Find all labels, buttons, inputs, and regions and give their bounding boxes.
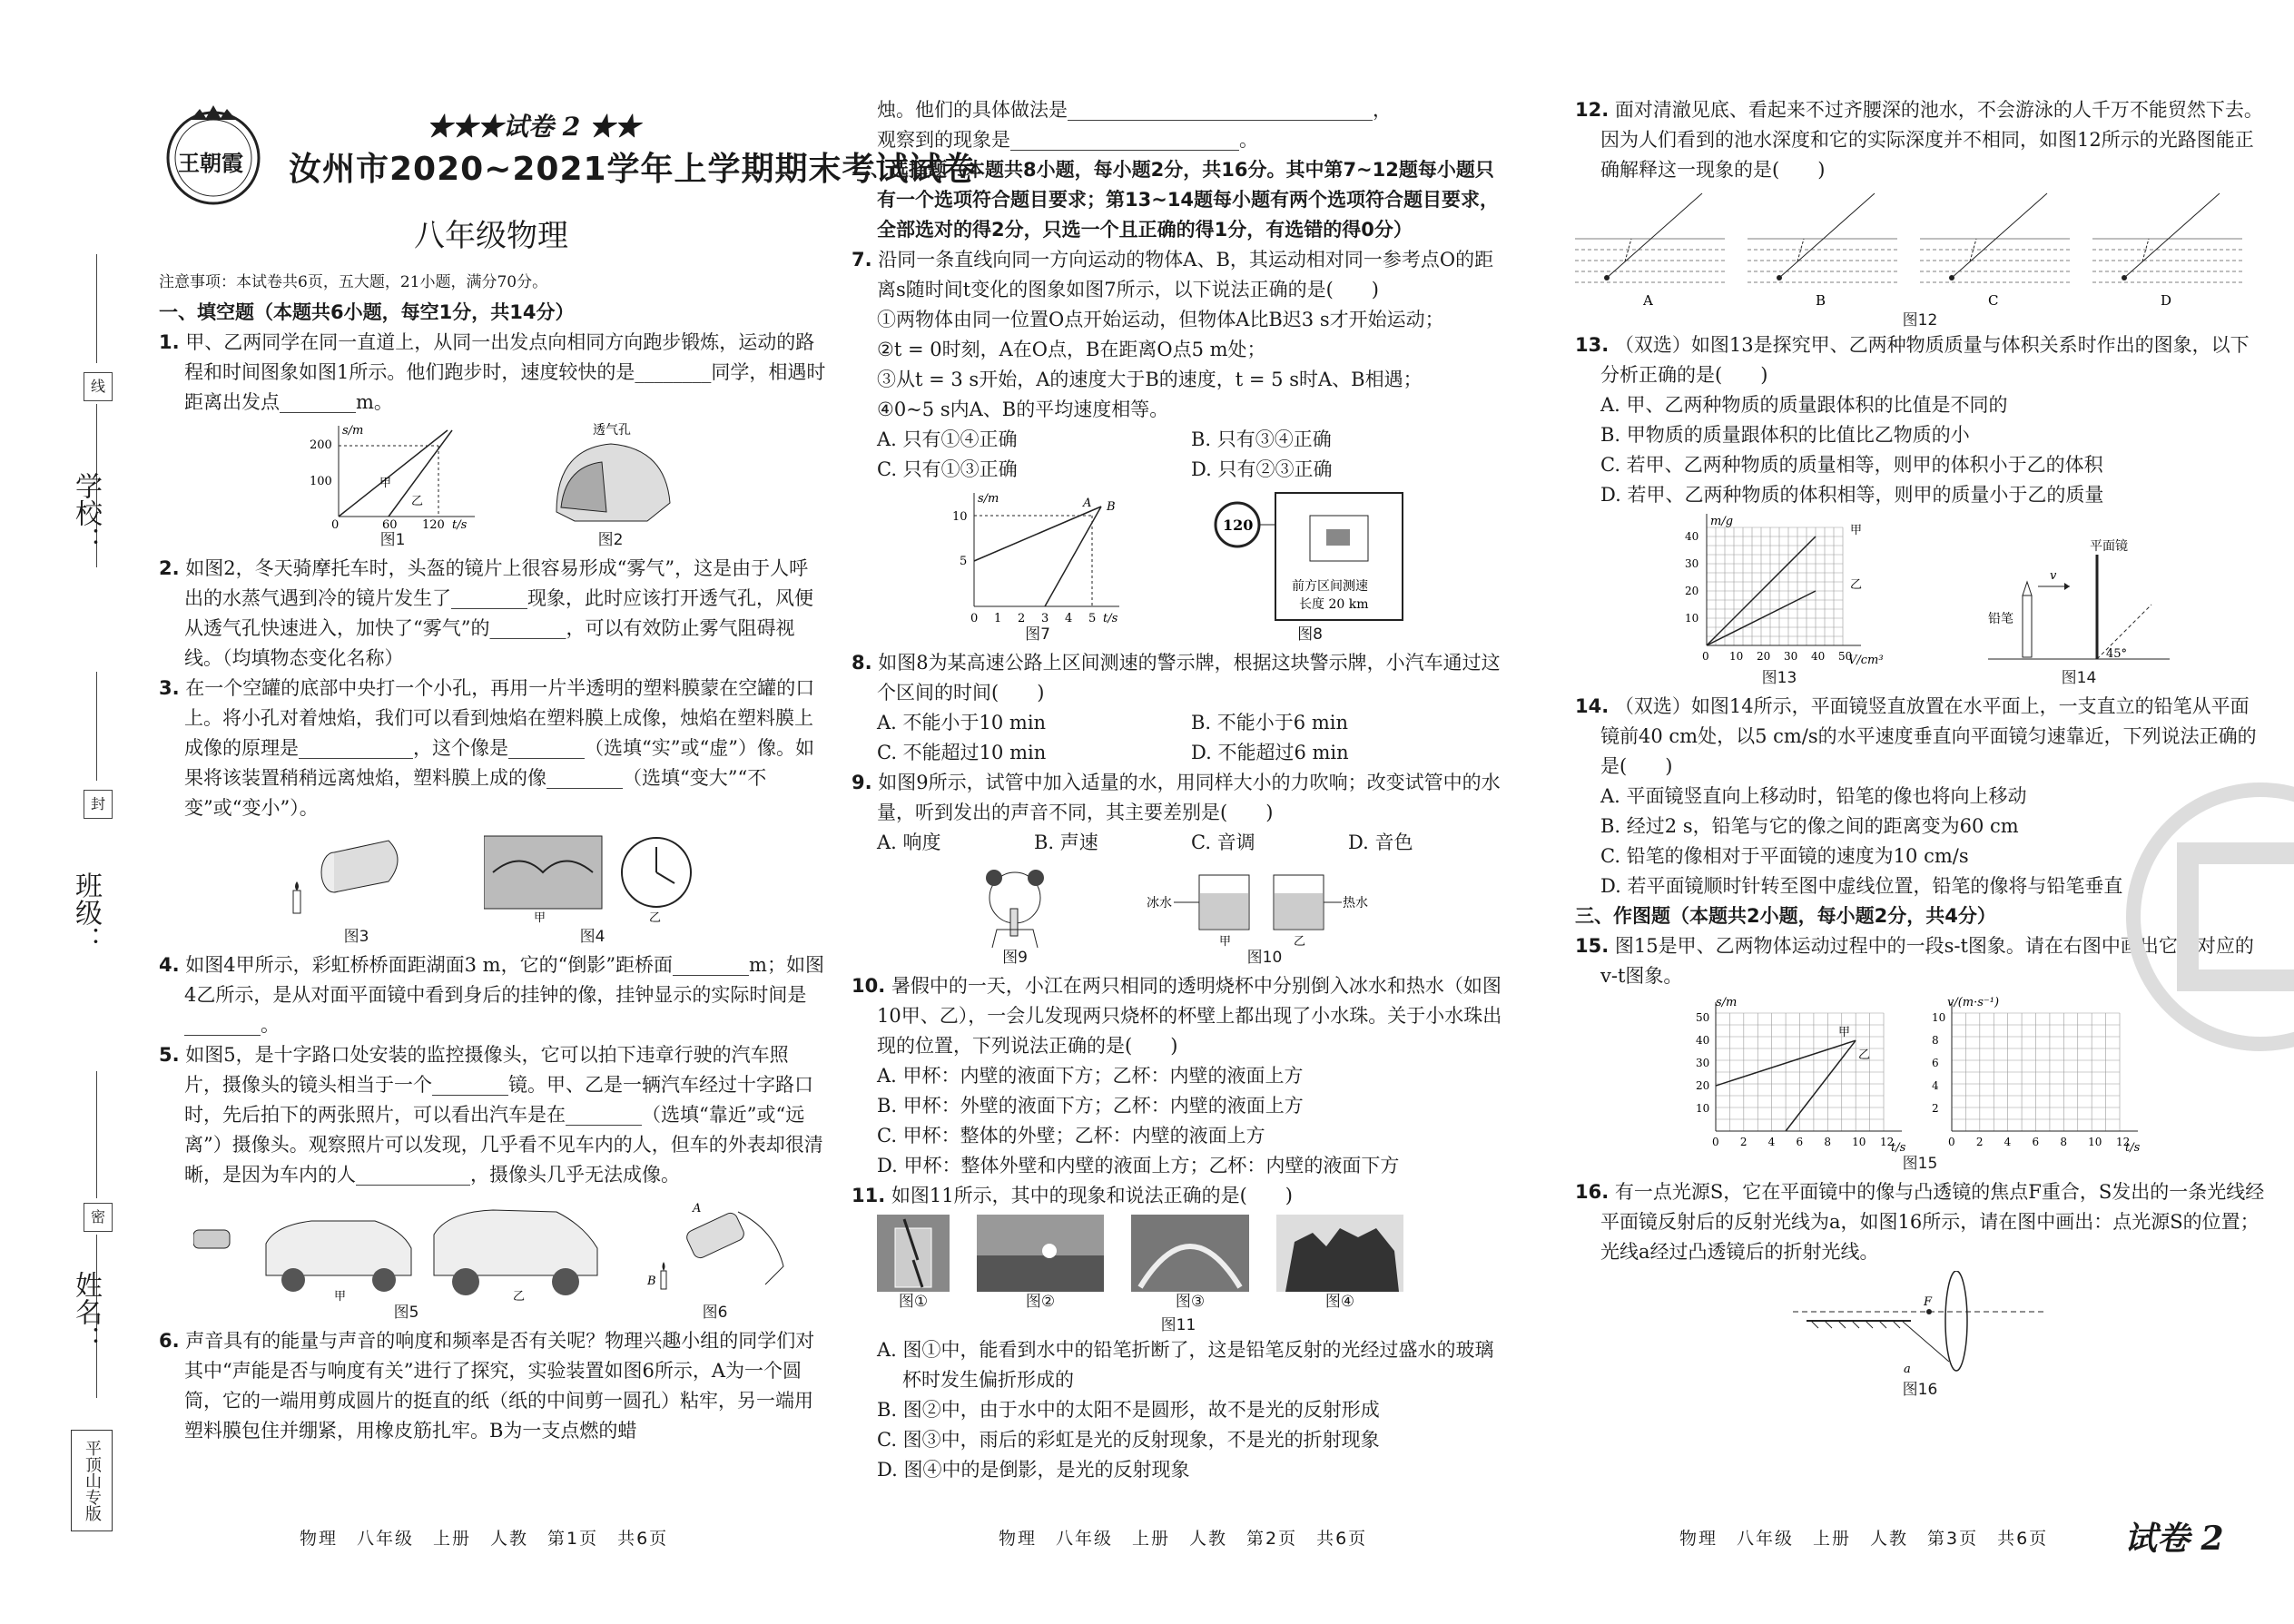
- option-d[interactable]: D. 音色: [1348, 832, 1413, 853]
- fig1-caption: 图1: [379, 531, 406, 549]
- fig13-s1-label: 甲: [1850, 524, 1863, 537]
- figure-row-5-6: [159, 1194, 826, 1323]
- fig1-s2: 乙: [410, 495, 423, 508]
- fig1-ytick: 100: [309, 475, 332, 488]
- option-b[interactable]: B. 图②中，由于水中的太阳不是圆形，故不是光的反射形成: [877, 1399, 1380, 1421]
- column-1: [159, 268, 826, 1446]
- subject-title: 八年级物理: [414, 218, 568, 254]
- q8-options: [852, 708, 1505, 768]
- fig11-sub: 图②: [1025, 1293, 1056, 1311]
- q6-continued-2: 观察到的现象是________________________。: [877, 129, 1258, 151]
- q7-options: [852, 425, 1505, 485]
- fig7-ytick: 10: [952, 510, 968, 524]
- girl-blowing-tube-icon: [974, 861, 1056, 948]
- q7-item: ④0~5 s内A、B的平均速度相等。: [877, 399, 1169, 420]
- fig7-xtick: 4: [1065, 612, 1073, 625]
- fig1-xtick: 0: [330, 518, 339, 530]
- fig9-caption: 图9: [1002, 949, 1028, 967]
- fig11-caption: 图11: [1160, 1316, 1196, 1334]
- option-c[interactable]: C. 甲杯：整体的外壁；乙杯：内壁的液面上方: [877, 1125, 1265, 1147]
- fig4-a: 甲: [533, 911, 546, 925]
- option-c[interactable]: C. 若甲、乙两种物质的质量相等，则甲的体积小于乙的体积: [1600, 454, 2103, 476]
- fig4-caption: 图4: [579, 928, 605, 946]
- fig6-A: A: [692, 1202, 701, 1216]
- fig1-xtick: 60: [381, 518, 398, 530]
- seal-line: 线: [84, 372, 113, 401]
- fig10-b: 乙: [1294, 935, 1306, 948]
- fig15-xtick: 0: [1712, 1136, 1719, 1148]
- beakers-icon: [1147, 861, 1383, 948]
- fig7-xtick: 2: [1018, 612, 1026, 625]
- lens-mirror-icon: [1793, 1271, 2047, 1380]
- fig1-ylabel: s/m: [341, 424, 363, 438]
- fig15-xtick: 4: [1767, 1136, 1776, 1148]
- fig13-xtick: 0: [1702, 650, 1709, 663]
- fig15-xlabel: t/s: [1891, 1141, 1906, 1154]
- fig7-xtick: 3: [1041, 612, 1049, 625]
- seal-feng: 封: [84, 790, 113, 819]
- question-4: 4. 如图4甲所示，彩虹桥桥面距湖面3 m，它的“倒影”距桥面________m；如图4乙所示，是从对面平面镜中看到身后的挂钟的像，挂钟显示的实际时间是________。: [159, 954, 824, 1036]
- fig1-series-jia: [339, 430, 448, 517]
- question-16: 16. 有一点光源S，它在平面镜中的像与凸透镜的焦点F重合，S发出的一条光线经平面镜反射后的反射光线为a，如图16所示，请在图中画出：点光源S的位置；光线a经过凸透镜后的折射光线。: [1575, 1181, 2265, 1263]
- option-b[interactable]: B. 不能小于6 min: [1191, 712, 1348, 733]
- option-a[interactable]: A. 只有①④正确: [877, 428, 1018, 450]
- q6-continued: 烛。他们的具体做法是________________________________，: [877, 99, 1392, 121]
- fig2-caption: 图2: [597, 531, 624, 549]
- fig7-A-label: A: [1083, 497, 1092, 510]
- sound-candle-icon: [638, 1194, 793, 1303]
- fig8-caption: 图8: [1297, 625, 1323, 644]
- fig7-series-B: [974, 507, 1101, 561]
- question-11: 11. 如图11所示，其中的现象和说法正确的是( ): [852, 1185, 1293, 1206]
- rainbow-icon: [1131, 1215, 1249, 1292]
- question-2: 2. 如图2，冬天骑摩托车时，头盔的镜片上很容易形成“雾气”，这是由于人呼出的水蒸气遇到冷的镜片发生了________现象，此时应该打开透气孔，风便从透气孔快速进入，加快了“雾气”的________，可以有效防止雾气阻碍视线。（均填物态变化名称）: [159, 557, 813, 669]
- fig13-ytick: 20: [1685, 585, 1699, 597]
- fig13-ylabel: m/g: [1710, 515, 1734, 528]
- sidebar-line: [96, 1071, 97, 1198]
- fig14-v: v: [2050, 569, 2057, 583]
- question-6: 6. 声音具有的能量与声音的响度和频率是否有关呢？物理兴趣小组的同学们对其中“声能是否与响度有关”进行了探究，实验装置如图6所示，A为一个圆筒，它的一端用剪成圆片的挺直的纸（纸的中间剪一圆孔）粘牢，另一端用塑料膜包住并绷紧，用橡皮筋扎牢。B为一支点燃的蜡: [159, 1330, 815, 1442]
- fig15-s1-label: 甲: [1838, 1026, 1851, 1039]
- option-c[interactable]: C. 不能超过10 min: [877, 742, 1047, 763]
- fig11-sub: 图①: [898, 1293, 929, 1311]
- fig13-xtick: 50: [1838, 650, 1853, 663]
- edition-badge: 平顶山专版: [71, 1430, 113, 1531]
- question-15: 15. 图15是甲、乙两物体运动过程中的一段s-t图象。请在右图中画出它们对应的v-t图象。: [1575, 935, 2254, 987]
- helmet-icon: [538, 421, 684, 530]
- logo-text: 王朝霞: [178, 150, 243, 176]
- fig12-option-label: D: [2161, 292, 2172, 307]
- figure-12-optics: [1575, 189, 2265, 307]
- speed-sign-icon: [1210, 488, 1410, 625]
- option-c[interactable]: C. 音调: [1191, 832, 1255, 853]
- option-c[interactable]: C. 铅笔的像相对于平面镜的速度为10 cm/s: [1600, 845, 1969, 867]
- figure-1-chart: [302, 421, 484, 530]
- q7-item: ①两物体由同一位置O点开始运动，但物体A比B迟3 s才开始运动；: [877, 309, 1444, 330]
- figure-row-1-2: [159, 421, 826, 550]
- option-b[interactable]: B. 甲物质的质量跟体积的比值比乙物质的小: [1600, 424, 1970, 446]
- pencil-in-glass-icon: [877, 1215, 950, 1292]
- fig1-s1: 甲: [379, 477, 391, 490]
- fig7-B-label: B: [1107, 500, 1116, 514]
- fig10-a: 甲: [1219, 935, 1232, 948]
- fig10-cold: 冰水: [1147, 896, 1172, 910]
- fig13-xtick: 20: [1757, 650, 1771, 663]
- sidebar-line: [96, 254, 97, 363]
- fig15-ytick: 10: [1932, 1011, 1946, 1025]
- seal-mi: 密: [84, 1203, 113, 1232]
- fig10-caption: 图10: [1246, 949, 1283, 967]
- fig13-ytick: 30: [1685, 557, 1699, 570]
- question-8: 8. 如图8为某高速公路上区间测速的警示牌，根据这块警示牌，小汽车通过这个区间的时间( ): [852, 652, 1501, 704]
- fig15-ylabel-a: s/m: [1716, 996, 1738, 1009]
- question-3: 3. 在一个空罐的底部中央打一个小孔，再用一片半透明的塑料膜蒙在空罐的口上。将小孔对着烛焰，我们可以看到烛焰在塑料膜上成像，烛焰在塑料膜上成像的原理是____________，这个像是________（选填“实”或“虚”）像。如果将该装置稍稍远离烛焰，塑料膜上成的像________（选填“变大”“不变”或“变小”）。: [159, 677, 815, 819]
- question-12: 12. 面对清澈见底、看起来不过齐腰深的池水，不会游泳的人千万不能贸然下去。因为人们看到的池水深度和它的实际深度并不相同，如图12所示的光路图能正确解释这一现象的是( ): [1575, 99, 2263, 181]
- fig5-caption: 图5: [393, 1304, 419, 1322]
- fig5-b: 乙: [512, 1290, 525, 1303]
- fig15-xtick: 12: [2116, 1136, 2131, 1148]
- question-9: 9. 如图9所示，试管中加入适量的水，用同样大小的力吹响；改变试管中的水量，听到发出的声音不同，其主要差别是( ): [852, 772, 1501, 823]
- sidebar-line: [96, 672, 97, 781]
- fig8-speed: 120: [1223, 517, 1254, 534]
- fig14-angle: 45°: [2106, 647, 2128, 661]
- fig15-xtick: 2: [1739, 1136, 1748, 1148]
- figure-row-3-4: [159, 827, 826, 947]
- shadow-icon: [1276, 1215, 1403, 1292]
- fig15-ytick: 30: [1696, 1057, 1710, 1070]
- fig13-caption: 图13: [1761, 669, 1797, 687]
- option-c[interactable]: C. 图③中，雨后的彩虹是光的反射现象，不是光的折射现象: [877, 1429, 1380, 1451]
- fig15-xtick: 2: [1975, 1136, 1984, 1148]
- option-a[interactable]: A. 不能小于10 min: [877, 712, 1047, 733]
- question-5: 5. 如图5，是十字路口处安装的监控摄像头，它可以拍下违章行驶的汽车照片，摄像头的镜头相当于一个________镜。甲、乙是一辆汽车经过十字路口时，先后拍下的两张照片，可以看出汽车是在________（选填“靠近”或“远离”）摄像头。观察照片可以发现，几乎看不见车内的人，但车的外表却很清晰，是因为车内的人____________，摄像头几乎无法成像。: [159, 1044, 823, 1186]
- section-1-title: 一、填空题（本题共6小题，每空1分，共14分）: [159, 301, 575, 323]
- option-a[interactable]: A. 平面镜竖直向上移动时，铅笔的像也将向上移动: [1600, 785, 2027, 807]
- notice: 注意事项：本试卷共6页，五大题，21小题，满分70分。: [159, 273, 548, 291]
- fig11-sub: 图④: [1324, 1293, 1355, 1311]
- figure-row-9-10: [852, 861, 1505, 968]
- fig10-hot: 热水: [1343, 896, 1368, 910]
- footer-page-1: 物理 八年级 上册 人教 第1页 共6页: [300, 1529, 669, 1549]
- figure-12-row: [1575, 189, 2265, 307]
- pinhole-camera-icon: [284, 827, 429, 927]
- fig5-a: 甲: [333, 1290, 346, 1303]
- option-a[interactable]: A. 响度: [877, 832, 941, 853]
- figure-11-row: [877, 1215, 1505, 1312]
- option-d[interactable]: D. 只有②③正确: [1191, 458, 1333, 480]
- fig1-xtick: 120: [421, 518, 445, 530]
- fig13-xtick: 40: [1811, 650, 1826, 663]
- fig7-ylabel: s/m: [978, 492, 999, 506]
- figure-16-row: [1575, 1271, 2265, 1400]
- footer-page-3: 物理 八年级 上册 人教 第3页 共6页: [1679, 1529, 2049, 1549]
- fig15-ytick: 50: [1696, 1011, 1710, 1025]
- fig15-xtick: 6: [1796, 1136, 1804, 1148]
- fig15-ytick: 8: [1932, 1034, 1939, 1048]
- fig15-ylabel-b: v/(m·s⁻¹): [1947, 996, 2000, 1009]
- q7-item: ②t = 0时刻，A在O点，B在距离O点5 m处；: [877, 339, 1266, 360]
- fig3-caption: 图3: [343, 928, 369, 946]
- mirror-pencil-icon: [1988, 532, 2170, 668]
- column-3: [1575, 95, 2265, 1403]
- school-label: 学校：: [70, 472, 102, 554]
- fig6-B: B: [646, 1275, 656, 1288]
- option-d[interactable]: D. 不能超过6 min: [1191, 742, 1349, 763]
- name-label: 姓名：: [70, 1271, 102, 1353]
- fig13-ytick: 40: [1685, 530, 1699, 543]
- option-b[interactable]: B. 只有③④正确: [1191, 428, 1332, 450]
- fig7-ytick: 5: [960, 555, 968, 568]
- fig13-xtick: 10: [1729, 650, 1744, 663]
- fig13-xtick: 30: [1784, 650, 1798, 663]
- fig2-label: 透气孔: [592, 423, 631, 438]
- fig14-mirror: 平面镜: [2090, 539, 2128, 554]
- fig7-xtick: 1: [994, 612, 1002, 625]
- figure-7-chart: [947, 488, 1128, 625]
- fig1-xlabel: t/s: [451, 518, 467, 530]
- fig15-xtick: 6: [2032, 1136, 2040, 1148]
- fig16-a: a: [1904, 1363, 1911, 1376]
- page-title: 汝州市2020~2021学年上学期期末考试试卷: [289, 151, 977, 188]
- fig13-xlabel: V/cm³: [1848, 654, 1884, 667]
- figure-row-13-14: [1575, 514, 2265, 688]
- sunset-icon: [977, 1215, 1104, 1292]
- question-14: 14. （双选）如图14所示，平面镜竖直放置在水平面上，一支直立的铅笔从平面镜前40 cm处，以5 cm/s的水平速度垂直向平面镜匀速靠近，下列说法正确的是( ): [1575, 695, 2257, 777]
- fig15-series-yi: [1786, 1040, 1856, 1131]
- q9-options: [852, 828, 1505, 858]
- fig6-caption: 图6: [702, 1304, 728, 1322]
- fig1-ytick: 200: [309, 438, 332, 452]
- fig7-xtick: 0: [970, 612, 979, 625]
- option-b[interactable]: B. 声速: [1034, 832, 1098, 853]
- option-a[interactable]: A. 甲杯：内壁的液面下方；乙杯：内壁的液面上方: [877, 1065, 1304, 1087]
- option-c[interactable]: C. 只有①③正确: [877, 458, 1018, 480]
- car-camera-icon: [193, 1194, 620, 1303]
- fig15-xtick: 4: [2004, 1136, 2012, 1148]
- fig15-xtick: 10: [1852, 1136, 1866, 1148]
- fig15-xlabel-b: t/s: [2125, 1141, 2141, 1154]
- fig4-b: 乙: [648, 911, 661, 925]
- fig15-ytick: 40: [1696, 1034, 1710, 1048]
- paper-number: ★★★试卷 2 ★★: [427, 112, 640, 142]
- question-1: 1. 甲、乙两同学在同一直道上，从同一出发点向相同方向跑步锻炼，运动的路程和时间图象如图1所示。他们跑步时，速度较快的是________同学，相遇时距离出发点________m。: [159, 331, 826, 413]
- fig13-ytick: 10: [1685, 612, 1699, 625]
- fig13-s2-label: 乙: [1850, 578, 1863, 592]
- footer-page-2: 物理 八年级 上册 人教 第2页 共6页: [999, 1529, 1368, 1549]
- class-label: 班级：: [70, 871, 102, 953]
- fig7-caption: 图7: [1025, 625, 1050, 644]
- option-b[interactable]: B. 甲杯：外壁的液面下方；乙杯：内壁的液面上方: [877, 1095, 1304, 1117]
- option-d[interactable]: D. 甲杯：整体外壁和内壁的液面上方；乙杯：内壁的液面下方: [877, 1155, 1400, 1176]
- fig15-ytick: 2: [1932, 1102, 1939, 1116]
- option-d[interactable]: D. 若甲、乙两种物质的体积相等，则甲的质量小于乙的质量: [1600, 484, 2104, 506]
- fig15-ytick: 20: [1696, 1079, 1710, 1093]
- section-2-title: 二、选择题（本题共8小题，每小题2分，共16分。其中第7~12题每小题只有一个选项符合题目要求；第13~14题每小题有两个选项符合题目要求，全部选对的得2分，只选一个且正确的得1分，有选错的得0分）: [852, 159, 1500, 241]
- fig12-caption: 图12: [1902, 311, 1938, 330]
- column-2: [852, 95, 1505, 1485]
- fig12-option-label: B: [1816, 292, 1826, 307]
- question-7: 7. 沿同一条直线向同一方向运动的物体A、B，其运动相对同一参考点O的距离s随时间t变化的图象如图7所示，以下说法正确的是( ): [852, 249, 1494, 300]
- watermark-seal-icon: [2124, 781, 2294, 1053]
- option-d[interactable]: D. 若平面镜顺时针转至图中虚线位置，铅笔的像将与铅笔垂直: [1600, 875, 2123, 897]
- figure-row-7-8: [852, 488, 1505, 645]
- fig15-xtick: 0: [1948, 1136, 1955, 1148]
- fig11-sub: 图③: [1175, 1293, 1206, 1311]
- q7-item: ③从t = 3 s开始，A的速度大于B的速度，t = 5 s时A、B相遇；: [877, 369, 1423, 390]
- section-3-title: 三、作图题（本题共2小题，每小题2分，共4分）: [1575, 905, 1996, 927]
- fig8-line1: 前方区间测速: [1292, 579, 1368, 594]
- fig15-ytick: 4: [1932, 1079, 1939, 1093]
- fig15-xtick: 10: [2088, 1136, 2102, 1148]
- fig7-xtick: 5: [1088, 612, 1097, 625]
- fig15-caption: 图15: [1902, 1155, 1938, 1173]
- fig15-xtick: 8: [2060, 1136, 2067, 1148]
- fig8-line2: 长度 20 km: [1299, 597, 1369, 612]
- fig16-caption: 图16: [1902, 1381, 1938, 1399]
- fig12-option-label: C: [1988, 292, 1999, 307]
- question-10: 10. 暑假中的一天，小江在两只相同的透明烧杯中分别倒入冰水和热水（如图10甲、乙），一会儿发现两只烧杯的杯壁上都出现了小水珠。关于小水珠出现的位置，下列说法正确的是( ): [852, 975, 1502, 1057]
- option-d[interactable]: D. 图④中的是倒影，是光的反射现象: [877, 1459, 1190, 1481]
- fig7-series-A: [1045, 507, 1101, 606]
- fig14-pencil: 铅笔: [1988, 612, 2013, 626]
- corner-paper-mark: 试卷 2: [2124, 1520, 2224, 1558]
- fig16-F: F: [1924, 1295, 1933, 1309]
- fig12-option-label: A: [1643, 292, 1653, 307]
- fig15-s2-label: 乙: [1858, 1048, 1871, 1062]
- bridge-clock-icon: [484, 827, 702, 927]
- figure-15-chart: [1684, 995, 2156, 1154]
- fig7-xlabel: t/s: [1103, 612, 1118, 625]
- fig15-xtick: 8: [1824, 1136, 1831, 1148]
- fig15-ytick: 6: [1932, 1057, 1939, 1070]
- fig14-caption: 图14: [2061, 669, 2097, 687]
- fig15-ytick: 10: [1696, 1102, 1710, 1116]
- option-a[interactable]: A. 甲、乙两种物质的质量跟体积的比值是不同的: [1600, 394, 2008, 416]
- option-b[interactable]: B. 经过2 s，铅笔与它的像之间的距离变为60 cm: [1600, 815, 2019, 837]
- option-a[interactable]: A. 图①中，能看到水中的铅笔折断了，这是铅笔反射的光经过盛水的玻璃杯时发生偏折形成的: [877, 1339, 1494, 1391]
- fig15-xtick: 12: [1880, 1136, 1895, 1148]
- figure-13-chart: [1670, 514, 1888, 668]
- question-13: 13. （双选）如图13是探究甲、乙两种物质质量与体积关系时作出的图象，以下分析正确的是( ): [1575, 334, 2250, 386]
